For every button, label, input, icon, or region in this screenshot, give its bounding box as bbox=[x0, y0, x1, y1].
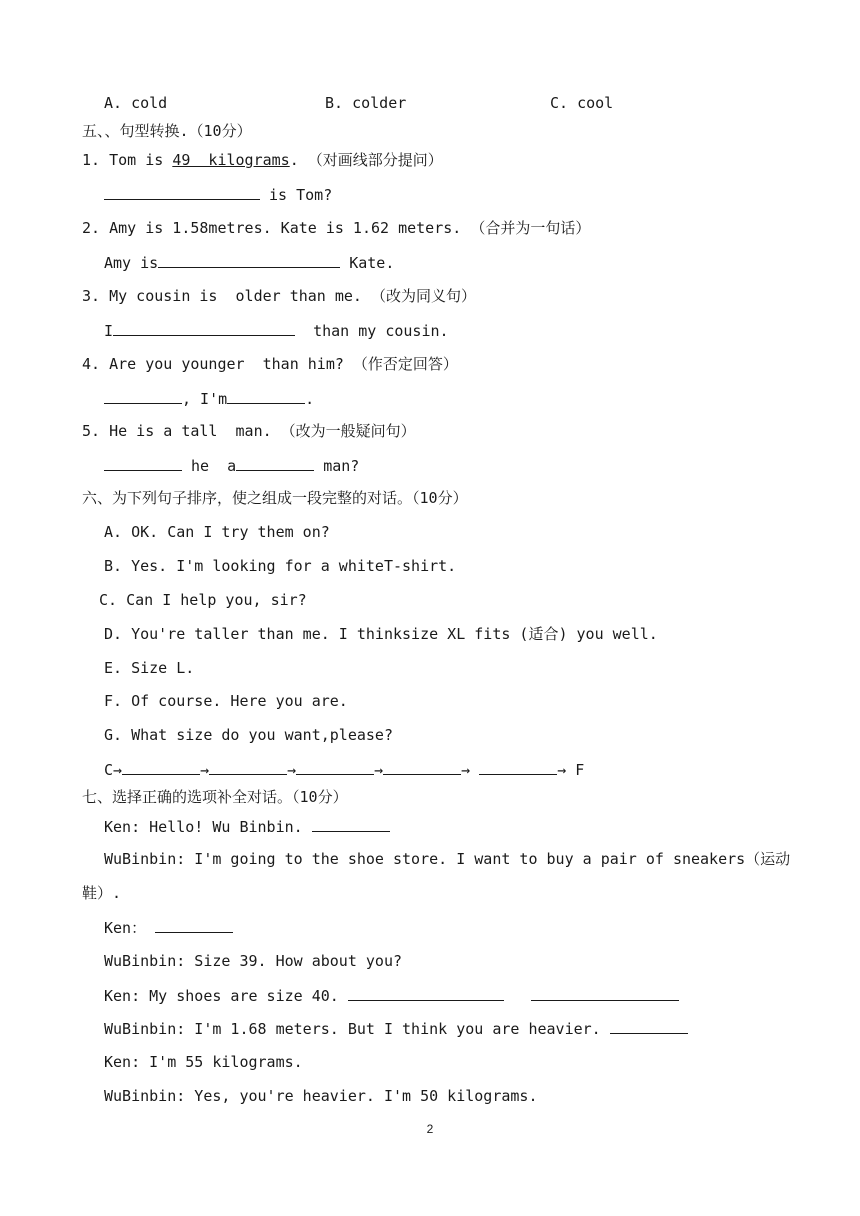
page-number: 2 bbox=[426, 1122, 434, 1136]
s7-line6-text: WuBinbin: I'm 1.68 meters. But I think you are heavier. bbox=[104, 1020, 610, 1038]
answer-blank[interactable] bbox=[158, 252, 340, 268]
s5-q5-answer-mid: he a bbox=[182, 457, 237, 475]
order-end: F bbox=[575, 761, 585, 779]
answer-blank[interactable] bbox=[236, 455, 314, 471]
s5-q1-suffix: . （对画线部分提问） bbox=[289, 151, 443, 169]
s5-q3-answer bbox=[104, 320, 449, 341]
s5-q5-answer bbox=[104, 455, 359, 476]
section7-title: 七、选择正确的选项补全对话。（10分） bbox=[82, 788, 348, 806]
s6-item-f: F. Of course. Here you are. bbox=[104, 692, 348, 710]
arrow: → bbox=[374, 761, 384, 779]
arrow: → bbox=[287, 761, 297, 779]
option-c: C. cool bbox=[550, 94, 614, 112]
order-start: C→ bbox=[104, 761, 123, 779]
s7-line1 bbox=[104, 816, 390, 837]
s5-q4-answer-end: . bbox=[305, 390, 315, 408]
s6-item-b: B. Yes. I'm looking for a whiteT-shirt. bbox=[104, 557, 457, 575]
answer-blank[interactable] bbox=[104, 455, 182, 471]
s5-q2: 2. Amy is 1.58metres. Kate is 1.62 meters. （合并为一句话） bbox=[82, 219, 591, 237]
s7-line5 bbox=[104, 985, 679, 1006]
answer-blank[interactable] bbox=[610, 1018, 688, 1034]
answer-blank[interactable] bbox=[296, 759, 374, 775]
s7-line3-text: Ken： bbox=[104, 919, 147, 937]
s6-item-g: G. What size do you want,please? bbox=[104, 726, 393, 744]
answer-blank[interactable] bbox=[312, 816, 390, 832]
answer-blank[interactable] bbox=[104, 388, 182, 404]
s6-item-c: C. Can I help you, sir? bbox=[99, 591, 307, 609]
s5-q1-answer-suffix: is Tom? bbox=[260, 186, 333, 204]
s7-line3 bbox=[104, 917, 233, 938]
s5-q4-answer bbox=[104, 388, 314, 409]
s5-q1-answer bbox=[104, 184, 332, 205]
answer-blank[interactable] bbox=[227, 388, 305, 404]
s5-q2-answer-suffix: Kate. bbox=[340, 254, 395, 272]
s6-item-e: E. Size L. bbox=[104, 659, 195, 677]
answer-blank[interactable] bbox=[113, 320, 295, 336]
s7-line7: Ken: I'm 55 kilograms. bbox=[104, 1053, 303, 1071]
s5-q5-answer-end: man? bbox=[314, 457, 360, 475]
s7-line6 bbox=[104, 1018, 688, 1039]
answer-blank[interactable] bbox=[155, 917, 233, 933]
answer-blank[interactable] bbox=[383, 759, 461, 775]
s7-line1-text: Ken: Hello! Wu Binbin. bbox=[104, 818, 312, 836]
arrow: → bbox=[200, 761, 210, 779]
s5-q3: 3. My cousin is older than me. （改为同义句） bbox=[82, 287, 476, 305]
s5-q2-answer bbox=[104, 252, 394, 273]
s6-order-row bbox=[104, 759, 584, 780]
s7-line2a: WuBinbin: I'm going to the shoe store. I want to buy a pair of sneakers（运动 bbox=[104, 850, 791, 868]
s6-item-a: A. OK. Can I try them on? bbox=[104, 523, 330, 541]
answer-blank[interactable] bbox=[531, 985, 679, 1001]
answer-blank[interactable] bbox=[479, 759, 557, 775]
answer-blank[interactable] bbox=[348, 985, 504, 1001]
s5-q1 bbox=[82, 150, 443, 170]
option-b: B. colder bbox=[325, 94, 407, 112]
answer-blank[interactable] bbox=[104, 184, 260, 200]
section6-title: 六、为下列句子排序，使之组成一段完整的对话。（10分） bbox=[82, 489, 468, 507]
s5-q4-answer-mid: , I'm bbox=[182, 390, 228, 408]
s5-q2-answer-prefix: Amy is bbox=[104, 254, 159, 272]
arrow: → bbox=[461, 761, 471, 779]
option-a: A. cold bbox=[104, 94, 168, 112]
s5-q4: 4. Are you younger than him? （作否定回答） bbox=[82, 355, 458, 373]
section5-title: 五、、句型转换.（10分） bbox=[82, 122, 252, 140]
s7-line4: WuBinbin: Size 39. How about you? bbox=[104, 952, 403, 970]
s7-line5-text: Ken: My shoes are size 40. bbox=[104, 987, 348, 1005]
s7-line8: WuBinbin: Yes, you're heavier. I'm 50 kilograms. bbox=[104, 1087, 538, 1105]
s7-line2b: 鞋）. bbox=[82, 884, 122, 902]
s6-item-d: D. You're taller than me. I thinksize XL fits (适合) you well. bbox=[104, 625, 658, 643]
arrow: → bbox=[557, 761, 567, 779]
s5-q1-underlined: 49 kilograms bbox=[172, 151, 290, 169]
answer-blank[interactable] bbox=[122, 759, 200, 775]
s5-q3-answer-prefix: I bbox=[104, 322, 114, 340]
s5-q3-answer-suffix: than my cousin. bbox=[295, 322, 449, 340]
answer-blank[interactable] bbox=[209, 759, 287, 775]
s5-q1-prefix: 1. Tom is bbox=[82, 151, 173, 169]
s5-q5: 5. He is a tall man. （改为一般疑问句） bbox=[82, 422, 416, 440]
